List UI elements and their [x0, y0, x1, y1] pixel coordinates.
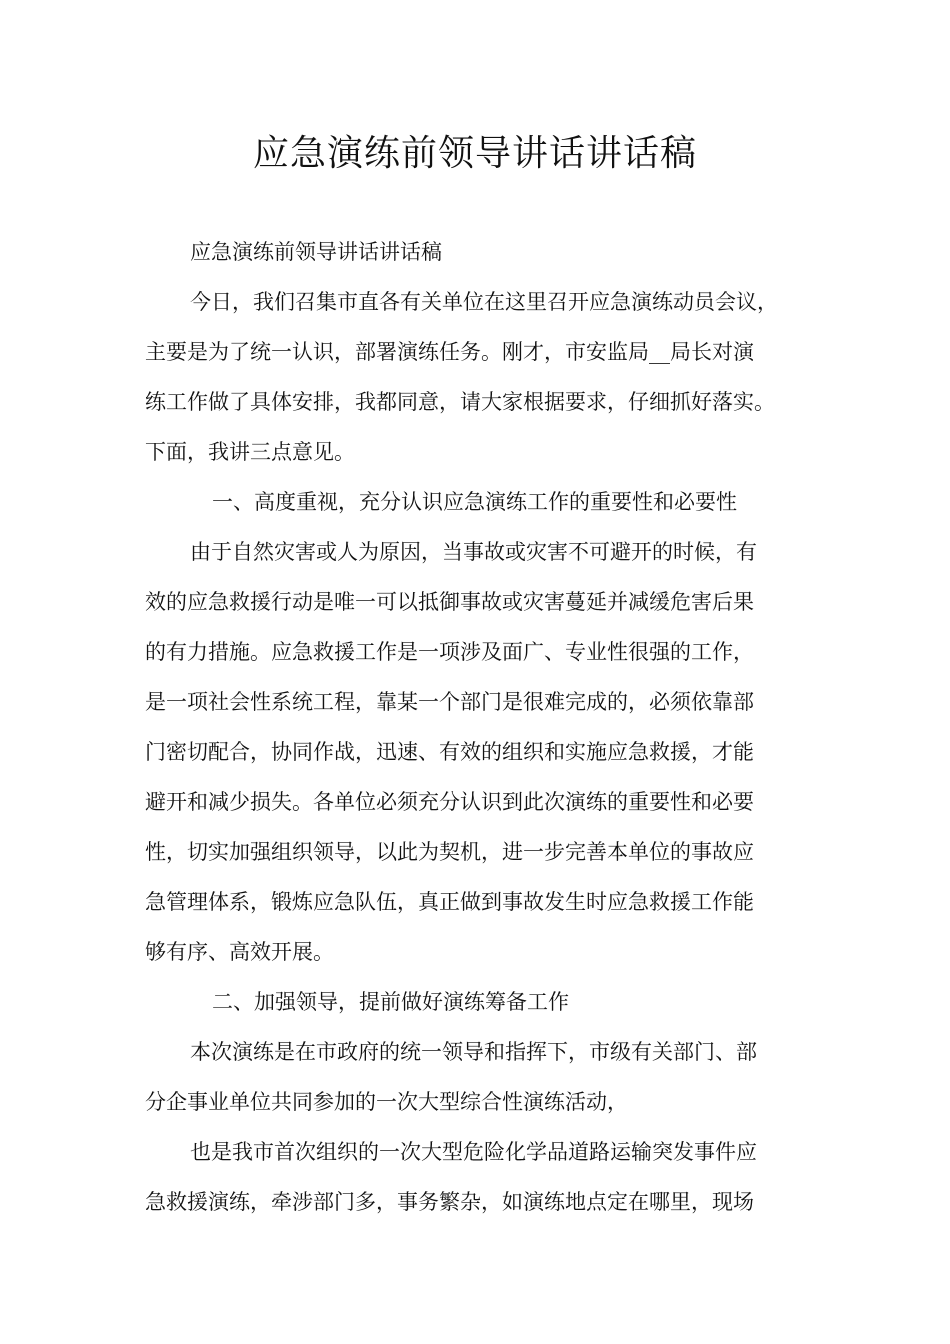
body-line: 应急演练前领导讲话讲话稿 — [190, 240, 442, 264]
body-line: 本次演练是在市政府的统一领导和指挥下，市级有关部门、部 — [190, 1040, 757, 1064]
section-heading: 二、加强领导，提前做好演练筹备工作 — [212, 990, 569, 1014]
body-line: 门密切配合，协同作战，迅速、有效的组织和实施应急救援，才能 — [145, 740, 754, 764]
body-line: 避开和减少损失。各单位必须充分认识到此次演练的重要性和必要 — [145, 790, 754, 814]
body-line: 效的应急救援行动是唯一可以抵御事故或灾害蔓延并减缓危害后果 — [145, 590, 754, 614]
body-line: 性，切实加强组织领导，以此为契机，进一步完善本单位的事故应 — [145, 840, 754, 864]
body-line: 急救援演练，牵涉部门多，事务繁杂，如演练地点定在哪里，现场 — [145, 1190, 754, 1214]
section-heading: 一、高度重视，充分认识应急演练工作的重要性和必要性 — [212, 490, 737, 514]
body-line: 也是我市首次组织的一次大型危险化学品道路运输突发事件应 — [190, 1140, 757, 1164]
body-line: 分企事业单位共同参加的一次大型综合性演练活动， — [145, 1090, 628, 1114]
body-line: 急管理体系，锻炼应急队伍，真正做到事故发生时应急救援工作能 — [145, 890, 754, 914]
body-line: 主要是为了统一认识，部署演练任务。刚才，市安监局__局长对演 — [145, 340, 754, 364]
body-line: 由于自然灾害或人为原因，当事故或灾害不可避开的时候，有 — [190, 540, 757, 564]
body-line: 练工作做了具体安排，我都同意，请大家根据要求，仔细抓好落实。 — [145, 390, 775, 414]
document-title: 应急演练前领导讲话讲话稿 — [252, 133, 697, 174]
body-line: 今日，我们召集市直各有关单位在这里召开应急演练动员会议， — [190, 290, 778, 314]
body-line: 的有力措施。应急救援工作是一项涉及面广、专业性很强的工作， — [145, 640, 754, 664]
body-line: 下面，我讲三点意见。 — [145, 440, 355, 464]
body-line: 够有序、高效开展。 — [145, 940, 334, 964]
body-line: 是一项社会性系统工程，靠某一个部门是很难完成的，必须依靠部 — [145, 690, 754, 714]
